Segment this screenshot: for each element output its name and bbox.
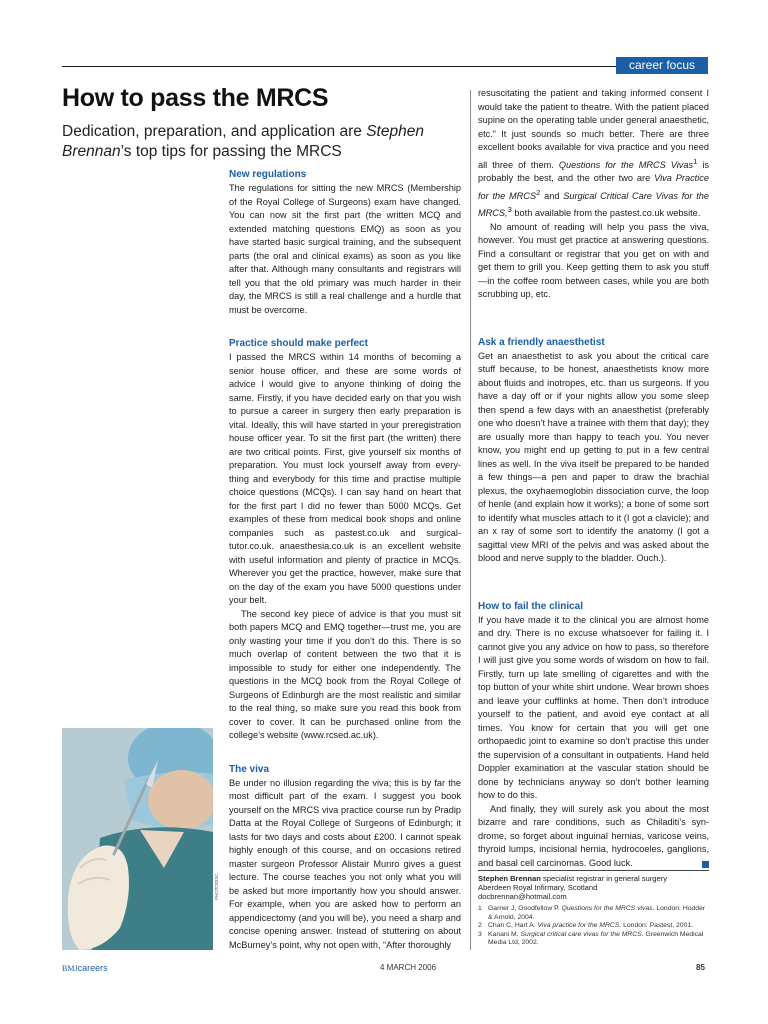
- heading-fail-clinical: How to fail the clinical: [478, 600, 584, 612]
- paragraph-anaesthetist: Get an anaesthetist to ask you about the critical care stuff because, to be honest, anaesthetists know more about fluids and inotropes, etc. than us surgeons. If you have a day off or if your nights allow you some sleep then spend a few days with an anaesthetist (preferably one who doesn’t have a trainee with them that day); they are usually more than happy to teach you. You never know, you might end up getting to put in a few central lines as well. In the viva itself be prepared to be handed a few things—a pen and paper to draw the brachial plexus, the oxyhaemoglobin dissociation curve, the loop of henle (and explain how it works); a bone of some sort to identify what muscles attach to it (I got a clavicle); and an x ray of some sort to identify the anatomy (I got a sagittal view MRI of the pelvis and was asked about the blood and nerve supply to the bladder. Ouch.).: [478, 350, 709, 564]
- viva-cont-text-2: is probably the best, and the other two are: [478, 159, 709, 184]
- surgeon-photo: [62, 728, 213, 950]
- viva-cont-text-3: and: [540, 190, 564, 201]
- author-role: specialist registrar in general surgery: [540, 874, 668, 883]
- author-affiliation: Aberdeen Royal Infirmary, Scotland: [478, 883, 598, 893]
- paragraph-practice-2: The second key piece of advice is that you must sit both papers MCQ and EMQ together—trust me, you are only wasting your time if you don’t do this. There is so much overlap of content between the two that it is impossible to study for either one independently. The questions in the MCQ book from the Royal College of Surgeons of Edinburgh are the most realistic and similar to the real thing, so make sure you read this book from cover to cover. It can be purchased online from the college’s website (www.rcsed.ac.uk).: [229, 608, 461, 740]
- references: [478, 905, 709, 948]
- article-column-1: [229, 168, 461, 954]
- heading-anaesthetist: Ask a friendly anaesthetist: [478, 336, 605, 348]
- footer-date: 4 MARCH 2006: [380, 963, 437, 972]
- photo-credit: PHOTODISC: [214, 873, 219, 900]
- standfirst-author: Stephen Brennan: [62, 123, 424, 160]
- book-title-3: Surgical Critical Care Vivas for the MRCS,: [478, 190, 709, 219]
- column-divider: [470, 90, 471, 950]
- page-number: 85: [696, 963, 705, 972]
- book-title-1: Questions for the MRCS Vivas: [558, 159, 694, 170]
- author-email[interactable]: docbrennan@hotmail.com: [478, 892, 567, 902]
- paragraph-reading: No amount of reading will help you pass the viva, however. You must get practice at answering questions. Find a consultant or registrar that you get on with and get them to grill you. Keep getting them to ask you stuff—in the coffee room between cases, while you are both scrubbing up, etc.: [478, 221, 709, 300]
- paragraph-viva: Be under no illusion regarding the viva; this is by far the most difficult part of the exam. I suggest you book yourself on the MRCS viva practice course run by Pradip Datta at the Royal College of Surgeons of Edinburgh; it lasts for two days and costs about £200. I cannot speak highly enough of this course, and on occasions retired master surgeon Professor Alistair Munro gives a guest lecture. The course teaches you not only what you will be asked but more importantly how you should answer. For example, when you are asked how to perform an appendicectomy (and you will be), you need a sharp and concise opening answer. Instead of stuttering on about McBurney’s point, why not open with, “After thoroughly: [229, 777, 461, 950]
- header-rule: [62, 66, 708, 67]
- section-badge: career focus: [616, 57, 708, 74]
- paragraph-practice-1: I passed the MRCS within 14 months of becoming a senior house officer, and these are some words of advice I would give to anyone thinking of doing the same. Firstly, if you have decided early on that you wish to pursue a career in surgery then early preparation is vital. Ideally, this will have started in your preregistration house officer year. To sit the first part (the written) there are two critical points. First, give yourself six months of preparation. You must lock yourself away from every-thing and everybody for this time and practise multiple choice questions (MCQs). I can say hand on heart that for the first part I did no fewer than 5000 MCQs. Get examples of these from medical book shops and online companies such as pastest.co.uk and surgical-tutor.co.uk. anaesthesia.co.uk is an excellent website with useful information and plenty of practice in MCQs. Wherever you get the practice, however, make sure that on the day of the exam you have 5000 questions under your belt.: [229, 352, 461, 605]
- heading-viva: The viva: [229, 763, 270, 775]
- reference-item: 3 Kanani M. Surgical critical care vivas for the MRCS. Greenwich Medical Media Ltd, 2002.: [478, 930, 704, 947]
- author-name: Stephen Brennan: [478, 874, 541, 883]
- paragraph-fail-2: [478, 803, 709, 871]
- heading-new-regulations: New regulations: [229, 169, 307, 180]
- standfirst-tail: ’s top tips for passing the MRCS: [120, 143, 342, 160]
- fail-2-text: And finally, they will surely ask you about the most bizarre and rare conditions, such as Chiladiti’s syn-drome, so forget about inguinal hernias, varicose veins, thyroid lumps, incisional hernia, hydrocoeles, ganglions, and basal cell carcinomas. Good luck.: [478, 803, 709, 868]
- viva-cont-text-1: resuscitating the patient and taking informed consent I would take the patient to theatre. With the patient placed supine on the operating table under general anaesthetic, etc.” It just sounds so much better. There are three excellent books available for viva practice and you need all three of them.: [478, 88, 709, 170]
- heading-practice: Practice should make perfect: [229, 338, 368, 349]
- reference-item: 1 Garner J, Goodfellow P. Questions for the MRCS vivas. London: Hodder & Arnold, 2004.: [478, 905, 706, 921]
- standfirst-lead: Dedication, preparation, and application are: [62, 123, 367, 140]
- reference-item: 2 Chan C, Hart A. Viva practice for the MRCS. London: Pastest, 2001.: [478, 922, 694, 930]
- article-title: How to pass the MRCS: [62, 84, 329, 112]
- book-title-2: Viva Practice for the MRCS: [478, 173, 709, 201]
- paragraph-viva-continued: resuscitating the patient and taking informed consent I would take the patient to theatre. With the patient placed supine on the operating table under general anaesthetic, etc.” It just sounds so much better. There are three excellent books available for viva practice and you need all three of them. Questions for the MRCS Vivas$^1$ is probably the best, and the other two are Viva Practice for the MRCS$^2$ and Surgical Critical Care Vivas for the MRCS,$^3$ both available from the pastest.co.uk website.: [478, 88, 709, 219]
- viva-cont-text-4: both available from the pastest.co.uk website.: [511, 208, 701, 219]
- paragraph-new-regulations: The regulations for sitting the new MRCS (Membership of the Royal College of Surgeons) exam have changed. You can now sit the first part (the written MCQ and extended matching questions EMQ) as soon as you have started basic surgical training, and the subsequent parts (the oral and clinical exams) as soon as you like after that. Although many consultants and registrars will tell you that the old primary was much harder in their day, the MRCS is still a real challenge and a hurdle that must be overcome.: [229, 183, 461, 315]
- article-column-2: [478, 87, 709, 877]
- footer-brand: BMJcareers: [62, 963, 108, 973]
- article-standfirst: [62, 122, 462, 162]
- end-mark-icon: [702, 861, 709, 868]
- paragraph-fail-1: If you have made it to the clinical you are almost home and dry. There is no excuse whatsoever for failing it. I cannot give you any advice on how to pass, so therefore I will just give you some words of wisdom on how to fail. Firstly, turn up late smelling of cigarettes and with the top button of your white shirt undone. Wear brown shoes and leave your cufflinks at home. Then don’t introduce yourself to the patient, and avoid eye contact at all times. You know for certain that you will get one orthopaedic joint to examine so don’t practise this under the supervision of a consultant in outpatients. Hand held Doppler examination at the vascular station should be done by technicians anyway so don’t bother learning how to do this.: [478, 614, 709, 801]
- author-block: [478, 870, 709, 902]
